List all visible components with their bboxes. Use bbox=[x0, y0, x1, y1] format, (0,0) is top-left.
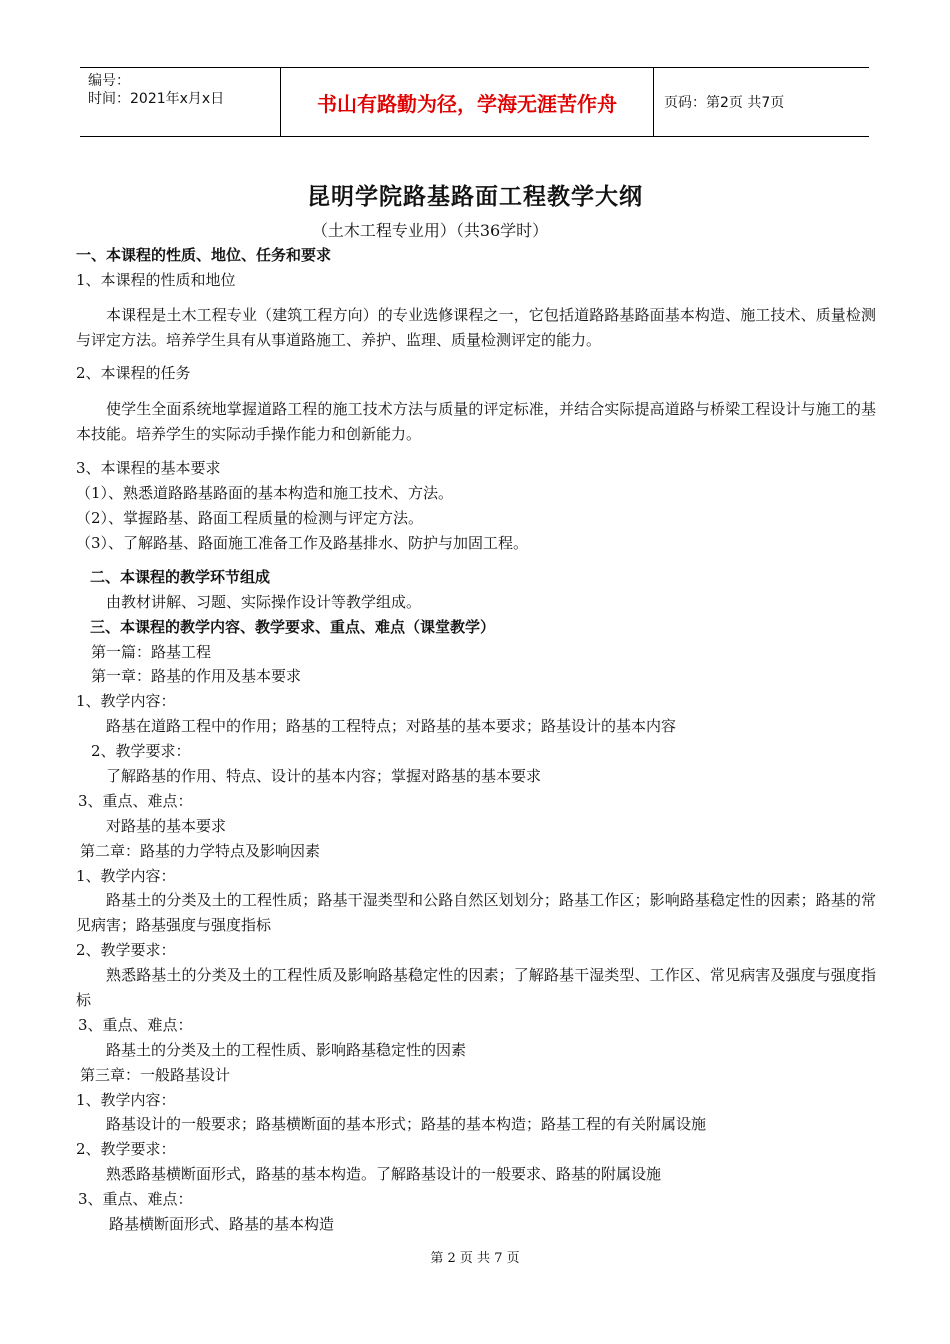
section-2-text: 由教材讲解、习题、实际操作设计等教学组成。 bbox=[106, 593, 422, 611]
requirement-item-2: （2）、掌握路基、路面工程质量的检测与评定方法。 bbox=[76, 509, 424, 527]
chapter-2-content-text: 路基土的分类及土的工程性质；路基干湿类型和公路自然区划划分；路基工作区；影响路基稳定性的因素；路基的常见病害；路基强度与强度指标 bbox=[76, 891, 876, 934]
document-subtitle: （土木工程专业用）（共36学时） bbox=[311, 221, 549, 240]
section-3-heading: 三、本课程的教学内容、教学要求、重点、难点（课堂教学） bbox=[90, 618, 496, 636]
chapter-1-title: 第一章：路基的作用及基本要求 bbox=[91, 667, 302, 685]
section-2-heading: 二、本课程的教学环节组成 bbox=[90, 568, 271, 586]
requirement-item-3: （3）、了解路基、路面施工准备工作及路基排水、防护与加固工程。 bbox=[76, 534, 529, 552]
header-number-label: 编号： bbox=[88, 73, 130, 89]
chapter-2-keypoints-text: 路基土的分类及土的工程性质、影响路基稳定性的因素 bbox=[106, 1041, 467, 1059]
chapter-1-content-text: 路基在道路工程中的作用；路基的工程特点；对路基的基本要求；路基设计的基本内容 bbox=[106, 717, 677, 735]
requirement-item-1: （1）、熟悉道路路基路面的基本构造和施工技术、方法。 bbox=[76, 484, 454, 502]
chapter-3-requirements-text: 熟悉路基横断面形式，路基的基本构造。了解路基设计的一般要求、路基的附属设施 bbox=[106, 1165, 662, 1183]
header-page-label: 页码：第2页 共7页 bbox=[664, 95, 785, 111]
chapter-2-title: 第二章：路基的力学特点及影响因素 bbox=[80, 842, 321, 860]
chapter-3-keypoints-text: 路基横断面形式、路基的基本构造 bbox=[109, 1215, 335, 1233]
chapter-3-requirements-label: 2、教学要求： bbox=[76, 1140, 176, 1158]
page-header bbox=[80, 67, 869, 137]
section-1-2-heading: 2、本课程的任务 bbox=[76, 364, 191, 382]
chapter-1-keypoints-text: 对路基的基本要求 bbox=[106, 817, 227, 835]
chapter-2-content-label: 1、教学内容： bbox=[76, 867, 176, 885]
section-1-1-text: 本课程是土木工程专业（建筑工程方向）的专业选修课程之一，它包括道路路基路面基本构造、施工技术、质量检测与评定方法。培养学生具有从事道路施工、养护、监理、质量检测评定的能力。 bbox=[76, 306, 876, 349]
header-date-label: 时间：2021年x月x日 bbox=[88, 91, 225, 107]
chapter-1-keypoints-label: 3、重点、难点： bbox=[78, 792, 193, 810]
chapter-3-content-label: 1、教学内容： bbox=[76, 1091, 176, 1109]
part-1-title: 第一篇：路基工程 bbox=[91, 643, 212, 661]
chapter-3-title: 第三章：一般路基设计 bbox=[80, 1066, 231, 1084]
section-1-heading: 一、本课程的性质、地位、任务和要求 bbox=[76, 246, 332, 264]
chapter-2-requirements-label: 2、教学要求： bbox=[76, 941, 176, 959]
chapter-1-content-label: 1、教学内容： bbox=[76, 692, 176, 710]
header-motto: 书山有路勤为径，学海无涯苦作舟 bbox=[281, 68, 654, 136]
chapter-1-requirements-label: 2、教学要求： bbox=[91, 742, 191, 760]
header-meta bbox=[80, 68, 281, 136]
chapter-2-keypoints-label: 3、重点、难点： bbox=[78, 1016, 193, 1034]
section-1-1-heading: 1、本课程的性质和地位 bbox=[76, 271, 236, 289]
section-1-2-text: 使学生全面系统地掌握道路工程的施工技术方法与质量的评定标准，并结合实际提高道路与桥梁工程设计与施工的基本技能。培养学生的实际动手操作能力和创新能力。 bbox=[76, 400, 876, 443]
page-footer: 第 2 页 共 7 页 bbox=[430, 1251, 520, 1266]
section-1-3-heading: 3、本课程的基本要求 bbox=[76, 459, 221, 477]
document-title: 昆明学院路基路面工程教学大纲 bbox=[307, 184, 643, 210]
chapter-3-keypoints-label: 3、重点、难点： bbox=[78, 1190, 193, 1208]
chapter-2-requirements-text: 熟悉路基土的分类及土的工程性质及影响路基稳定性的因素；了解路基干湿类型、工作区、常见病害及强度与强度指标 bbox=[76, 966, 876, 1009]
chapter-1-requirements-text: 了解路基的作用、特点、设计的基本内容；掌握对路基的基本要求 bbox=[106, 767, 542, 785]
chapter-3-content-text: 路基设计的一般要求；路基横断面的基本形式；路基的基本构造；路基工程的有关附属设施 bbox=[106, 1115, 707, 1133]
